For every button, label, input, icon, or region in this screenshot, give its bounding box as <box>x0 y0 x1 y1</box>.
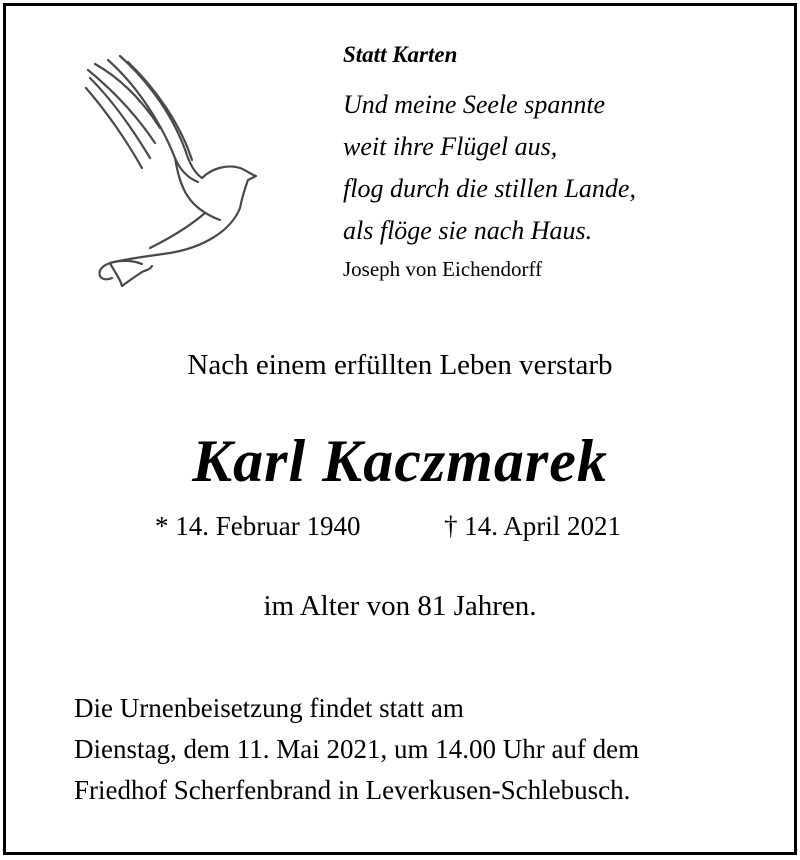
poem-author: Joseph von Eichendorff <box>343 257 543 281</box>
birth-date: * 14. Februar 1940 <box>155 511 361 541</box>
notice-line: Dienstag, dem 11. Mai 2021, um 14.00 Uhr auf dem <box>74 734 640 764</box>
death-date: † 14. April 2021 <box>444 511 622 541</box>
notice-line: Die Urnenbeisetzung findet statt am <box>74 693 464 723</box>
notice-line: Friedhof Scherfenbrand in Leverkusen-Schlebusch. <box>74 775 631 805</box>
funeral-notice <box>74 688 774 811</box>
poem-line: als flöge sie nach Haus. <box>343 216 593 245</box>
deceased-name: Karl Kaczmarek <box>192 428 608 494</box>
poem-line: flog durch die stillen Lande, <box>343 174 636 203</box>
poem-line: weit ihre Flügel aus, <box>343 132 558 161</box>
heading-statt-karten: Statt Karten <box>343 42 458 67</box>
intro-text: Nach einem erfüllten Leben verstarb <box>187 349 613 381</box>
poem-line: Und meine Seele spannte <box>343 90 606 119</box>
dove-icon <box>80 48 260 298</box>
poem-block <box>343 38 763 285</box>
age-text: im Alter von 81 Jahren. <box>263 590 537 622</box>
